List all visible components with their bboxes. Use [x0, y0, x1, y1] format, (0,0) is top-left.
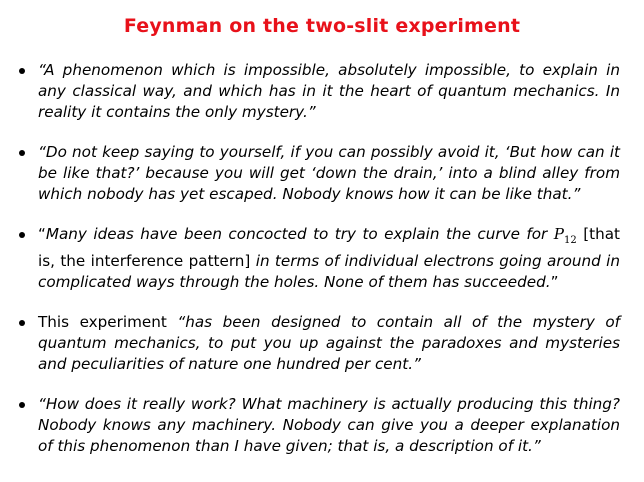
bullet-dot-icon: [19, 68, 25, 74]
bullet-item-4: [0, 312, 644, 375]
bullet-quote-part2: in terms of individual electrons going around in complicated ways through the holes. None of them has succeeded.: [38, 252, 620, 292]
bullet-dot-icon: [19, 320, 25, 326]
bullet-item-2: [0, 142, 644, 205]
bullet-quote: “How does it really work? What machinery is actually producing this thing? Nobody knows any machinery. Nobody can give you a deeper explanation of this phenomenon than I have given; that is, a description of it.”: [38, 395, 620, 456]
bullet-quote: “Do not keep saying to yourself, if you can possibly avoid it, ‘But how can it be like that?’ because you will get ‘down the drain,’ into a blind alley from which nobody has yet escaped. Nobody knows how it can be like that.”: [38, 143, 620, 203]
slide-title: Feynman on the two-slit experiment: [123, 15, 521, 37]
bullet-dot-icon: [19, 150, 25, 156]
bullet-open-quote: “: [38, 225, 46, 243]
bullet-quote: “has been designed to contain all of the mystery of quantum mechanics, to put you up against the paradoxes and mysteries and peculiarities of nature one hundred per cent.”: [38, 313, 621, 374]
bullet-item-5: [0, 394, 644, 457]
bullet-lead: This experiment: [38, 313, 178, 332]
math-base: P: [553, 225, 565, 243]
bullet-dot-icon: [19, 232, 25, 238]
bullet-list: [0, 60, 644, 476]
bullet-dot-icon: [19, 402, 25, 408]
bullet-item-1: [0, 60, 644, 123]
bullet-quote: “A phenomenon which is impossible, absolutely impossible, to explain in any classical way, and which has in it the heart of quantum mechanics. In reality it contains the only mystery.”: [38, 61, 620, 121]
bullet-close-quote: ”: [550, 273, 559, 292]
bullet-item-3: [0, 224, 644, 293]
bullet-bracket-note: [that is, the interference pattern]: [38, 225, 620, 271]
math-p12: [553, 225, 577, 247]
math-subscript: 12: [564, 235, 577, 247]
bullet-quote-part1: Many ideas have been concocted to try to explain the curve for: [45, 225, 554, 243]
